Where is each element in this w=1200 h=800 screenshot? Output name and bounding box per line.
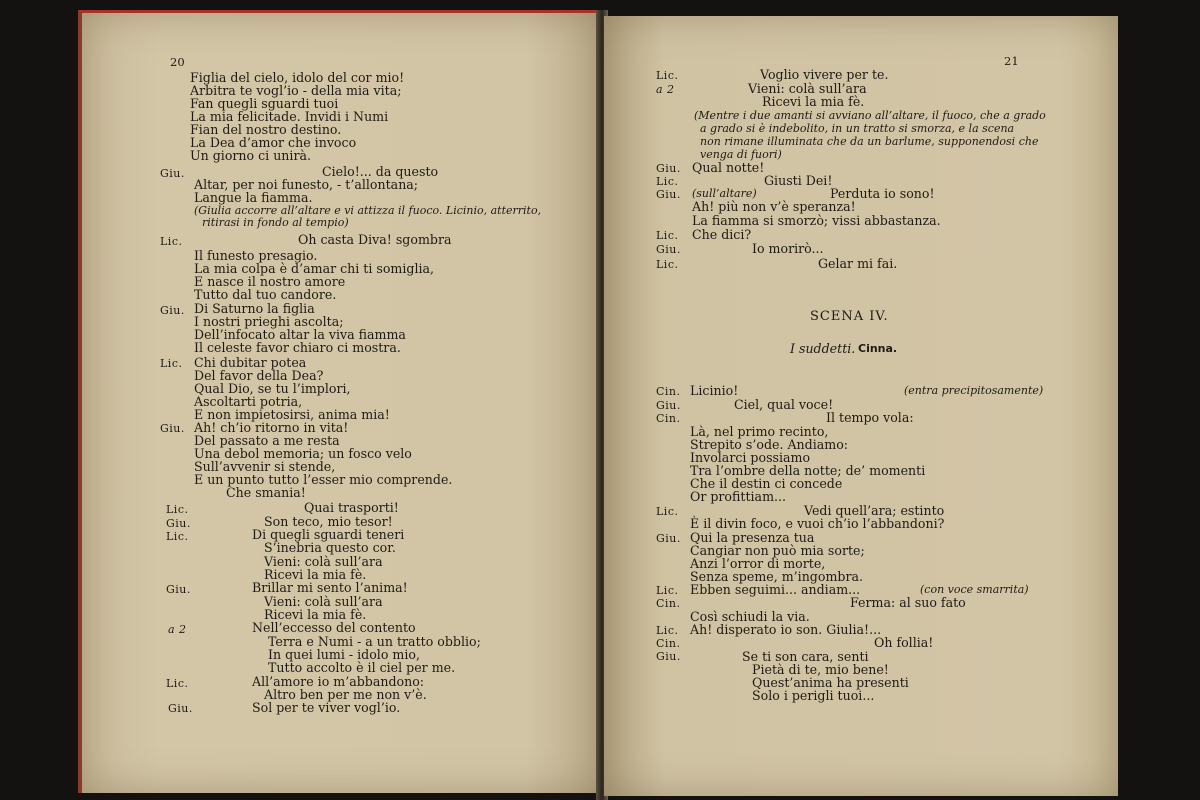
verse-line: Tra l’ombre della notte; de’ momenti [690,463,926,478]
verse-line: E non impietosirsi, anima mia! [194,407,390,422]
verse-line: Cielo!... da questo [322,164,439,179]
verse-line: È il divin foco, e vuoi ch’io l’abbandoni? [690,516,945,531]
verse-line: Ascoltarti potria, [194,394,303,409]
speaker-label: Lic. [166,530,189,543]
stage-direction: (con voce smarrita) [920,583,1029,596]
speaker-label: Giu. [160,167,185,180]
verse-line: Un giorno ci unirà. [190,148,311,163]
verse-line: Che il destin ci concede [690,476,843,491]
speaker-label: Giu. [656,188,681,201]
stage-direction: (Giulia accorre all’altare e vi attizza il fuoco. Licinio, atterrito, [194,204,542,217]
speaker-label: Lic. [166,677,189,690]
verse-line: Chi dubitar potea [194,355,307,370]
verse-line: Pietà di te, mio bene! [752,662,889,677]
verse-line: Di Saturno la figlia [194,301,315,316]
verse-line: Altro ben per me non v’è. [264,687,427,702]
verse-line: Ebben seguimi... andiam... [690,582,861,597]
verse-line: Ricevi la mia fè. [762,94,865,109]
verse-line: Qual notte! [692,160,765,175]
speaker-label: Lic. [656,229,679,242]
verse-line: Anzi l’orror di morte, [690,556,826,571]
verse-line: Qual Dio, se tu l’implori, [194,381,351,396]
verse-line: Licinio! [690,383,739,398]
verse-line: Il tempo vola: [826,410,914,425]
verse-line: Senza speme, m’ingombra. [690,569,863,584]
page-number: 21 [1004,54,1019,68]
verse-line: Giusti Dei! [764,173,833,188]
speaker-label: Giu. [656,162,681,175]
verse-line: Strepito s’ode. Andiamo: [690,437,849,452]
speaker-label: Cin. [656,637,681,650]
verse-line: Qui la presenza tua [690,530,815,545]
verse-line: Quai trasporti! [304,500,399,515]
speaker-label: Lic. [656,258,679,271]
verse-line: Cangiar non può mia sorte; [690,543,865,558]
verse-line: Se ti son cara, senti [742,649,869,664]
verse-line: Così schiudi la via. [690,609,810,624]
speaker-label: Lic. [160,235,183,248]
verse-line: Una debol memoria; un fosco velo [194,446,412,461]
verse-line: Ricevi la mia fè. [264,567,367,582]
verse-line: Gelar mi fai. [818,256,898,271]
stage-direction: (entra precipitosamente) [904,384,1044,397]
verse-line: Che dici? [692,227,752,242]
verse-line: All’amore io m’abbandono: [252,674,425,689]
speaker-label: Lic. [656,69,679,82]
stage-direction: (Mentre i due amanti si avviano all’altare, il fuoco, che a grado [694,109,1046,122]
verse-line: Dell’infocato altar la viva fiamma [194,327,406,342]
verse-line: Nell’eccesso del contento [252,620,416,635]
verse-line: Del favor della Dea? [194,368,324,383]
verse-line: Vieni: colà sull’ara [748,81,867,96]
speaker-label: Giu. [166,583,191,596]
verse-line: Solo i perigli tuoi... [752,688,875,703]
speaker-label: Cin. [656,597,681,610]
speaker-label: a 2 [656,83,675,96]
verse-line: Ciel, qual voce! [734,397,834,412]
verse-line: Tutto dal tuo candore. [194,287,337,302]
verse-line: S’inebria questo cor. [264,540,396,555]
verse-line: E un punto tutto l’esser mio comprende. [194,472,453,487]
stage-direction: venga di fuori) [700,148,782,161]
speaker-label: Lic. [656,505,679,518]
speaker-label: Cin. [656,412,681,425]
verse-line: La Dea d’amor che invoco [190,135,357,150]
speaker-label: Giu. [656,532,681,545]
verse-line: Ricevi la mia fè. [264,607,367,622]
right-page [604,16,1118,796]
verse-line: Son teco, mio tesor! [264,514,393,529]
verse-line: Brillar mi sento l’anima! [252,580,408,595]
speaker-label: Lic. [656,584,679,597]
speaker-label: a 2 [168,623,187,636]
verse-line: Fian del nostro destino. [190,122,342,137]
verse-line: Vieni: colà sull’ara [264,594,383,609]
verse-line: Tutto accolto è il ciel per me. [268,660,456,675]
verse-line: Ferma: al suo fato [850,595,966,610]
verse-line: E nasce il nostro amore [194,274,346,289]
verse-line: Oh follia! [874,635,934,650]
verse-line: Il funesto presagio. [194,248,318,263]
verse-line: Di quegli sguardi teneri [252,527,405,542]
cast-list: Cinna. [858,342,898,355]
speaker-label: Cin. [656,385,681,398]
speaker-label: Giu. [166,517,191,530]
verse-line: Perduta io sono! [830,186,935,201]
speaker-label: Lic. [656,624,679,637]
scene-title: SCENA IV. [810,309,889,324]
verse-line: Quest’anima ha presenti [752,675,909,690]
verse-line: Voglio vivere per te. [760,67,889,82]
verse-line: Involarci possiamo [690,450,811,465]
stage-direction: (sull’altare) [692,187,757,200]
verse-line: Ah! disperato io son. Giulia!... [690,622,882,637]
speaker-label: Lic. [166,503,189,516]
verse-line: Arbitra te vogl’io - della mia vita; [190,83,402,98]
verse-line: La mia colpa è d’amar chi ti somiglia, [194,261,435,276]
verse-line: Ah! più non v’è speranza! [692,199,856,214]
speaker-label: Lic. [656,175,679,188]
verse-line: Sull’avvenir si stende, [194,459,336,474]
verse-line: Io morirò... [752,241,824,256]
verse-line: La mia felicitade. Invidi i Numi [190,109,389,124]
verse-line: Fan quegli sguardi tuoi [190,96,339,111]
left-page [78,10,604,793]
cast-list: I suddetti. [790,341,856,356]
page-number: 20 [170,55,185,69]
verse-line: Vedi quell’ara; estinto [804,503,945,518]
speaker-label: Giu. [160,304,185,317]
speaker-label: Giu. [656,650,681,663]
stage-direction: ritirasi in fondo al tempio) [202,216,349,229]
verse-line: Or profittiam... [690,489,787,504]
speaker-label: Lic. [160,357,183,370]
verse-line: Terra e Numi - a un tratto obblio; [268,634,481,649]
verse-line: Là, nel primo recinto, [690,424,829,439]
speaker-label: Giu. [656,399,681,412]
verse-line: Ah! ch’io ritorno in vita! [194,420,349,435]
verse-line: Altar, per noi funesto, - t’allontana; [194,177,419,192]
book-spread [78,10,1118,795]
verse-line: Che smania! [226,485,306,500]
verse-line: Figlia del cielo, idolo del cor mio! [190,70,405,85]
stage-direction: non rimane illuminata che da un barlume, supponendosi che [700,135,1039,148]
verse-line: I nostri prieghi ascolta; [194,314,344,329]
speaker-label: Giu. [168,702,193,715]
verse-line: Vieni: colà sull’ara [264,554,383,569]
verse-line: La fiamma si smorzò; vissi abbastanza. [692,213,941,228]
verse-line: Oh casta Diva! sgombra [298,232,452,247]
verse-line: Del passato a me resta [194,433,340,448]
stage-direction: a grado si è indebolito, in un tratto si smorza, e la scena [700,122,1015,135]
speaker-label: Giu. [160,422,185,435]
verse-line: In quei lumi - idolo mio, [268,647,420,662]
verse-line: Il celeste favor chiaro ci mostra. [194,340,401,355]
speaker-label: Giu. [656,243,681,256]
verse-line: Langue la fiamma. [194,190,313,205]
verse-line: Sol per te viver vogl’io. [252,700,401,715]
